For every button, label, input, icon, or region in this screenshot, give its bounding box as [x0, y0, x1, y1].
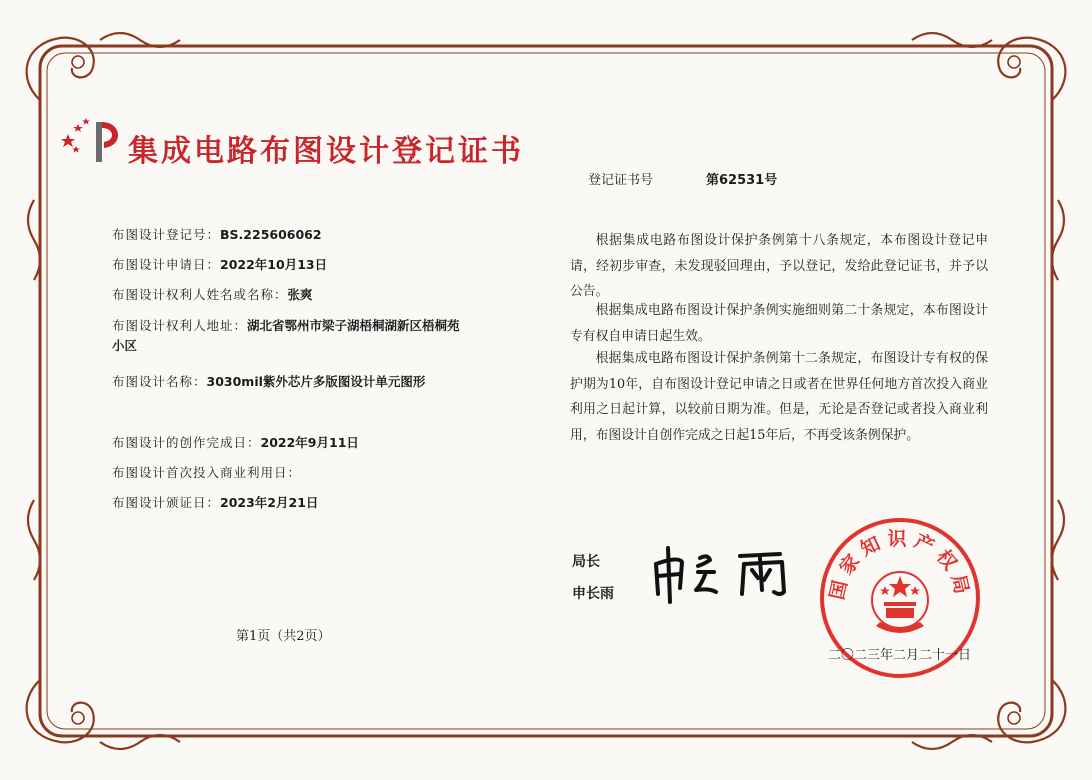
- field-issue-date: [112, 494, 472, 511]
- issue-date-chinese: 二〇二三年二月二十一日: [828, 648, 972, 663]
- field-value: 2022年10月13日: [220, 257, 328, 272]
- field-label: 布图设计名称：: [112, 374, 207, 389]
- field-application-date: [112, 256, 472, 273]
- field-label: 布图设计登记号：: [112, 227, 221, 242]
- certificate-number-label: 登记证书号: [588, 173, 654, 188]
- field-first-commercial-use-date: [112, 464, 472, 481]
- certificate-number: [588, 169, 777, 188]
- field-creation-date: [112, 434, 472, 451]
- certificate-number-value: 第62531号: [706, 173, 778, 188]
- seal-text: 国家知识产权局: [826, 528, 974, 602]
- field-value: BS.225606062: [220, 227, 322, 242]
- field-label: 布图设计颁证日：: [112, 495, 221, 510]
- paragraph-protection-term: 根据集成电路布图设计保护条例第十二条规定，布图设计专有权的保护期为10年，自布图设计登记申请之日或者在世界任何地方首次投入商业利用之日起计算，以较前日期为准。但是，无论是否登记或者投入商业利用，布图设计自创作完成之日起15年后，不再受该条例保护。: [570, 351, 988, 443]
- field-design-name: [112, 372, 442, 392]
- field-label: 布图设计首次投入商业利用日：: [112, 465, 302, 480]
- field-label: 布图设计申请日：: [112, 257, 221, 272]
- field-label: 布图设计的创作完成日：: [112, 435, 261, 450]
- field-value: 2023年2月21日: [220, 495, 319, 510]
- certificate-title: 集成电路布图设计登记证书: [128, 134, 524, 169]
- signatory-name: 申长雨: [572, 586, 614, 602]
- signatory-title: 局长: [572, 554, 600, 570]
- field-value: 张爽: [287, 287, 313, 302]
- field-value: 2022年9月11日: [260, 435, 359, 450]
- field-rights-holder: [112, 286, 472, 303]
- ip-logo-icon: [58, 116, 124, 168]
- page-number: 第1页（共2页）: [236, 629, 331, 644]
- paragraph-effective: 根据集成电路布图设计保护条例实施细则第二十条规定，本布图设计专有权自申请日起生效。: [570, 303, 988, 344]
- handwritten-signature: [648, 542, 808, 606]
- field-value: 湖北省鄂州市梁子湖梧桐湖新区梧桐苑小区: [112, 318, 460, 353]
- field-rights-holder-address: [112, 316, 472, 356]
- field-value: 3030mil紫外芯片多版图设计单元图形: [206, 374, 426, 389]
- paragraph-registration: 根据集成电路布图设计保护条例第十八条规定，本布图设计登记申请，经初步审查，未发现驳回理由，予以登记，发给此登记证书，并予以公告。: [570, 233, 988, 299]
- field-registration-no: [112, 226, 472, 243]
- field-label: 布图设计权利人地址：: [112, 318, 248, 333]
- field-label: 布图设计权利人姓名或名称：: [112, 287, 288, 302]
